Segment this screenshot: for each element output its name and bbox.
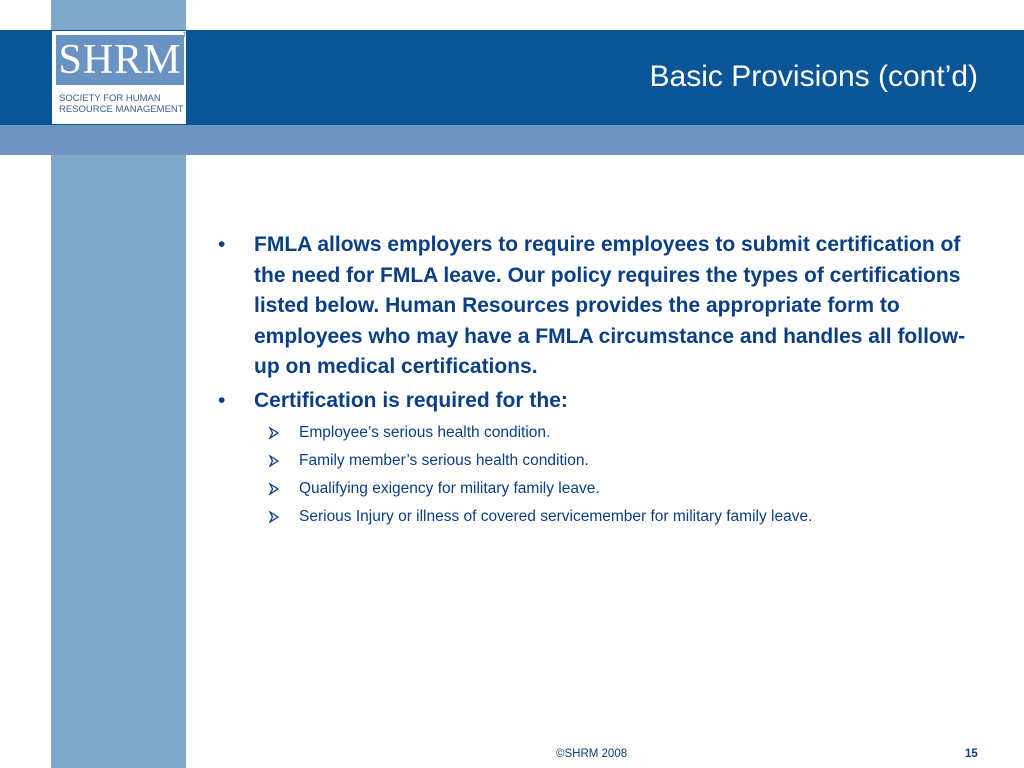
page-number: 15 xyxy=(965,748,978,760)
sub-bullet-item xyxy=(218,419,978,447)
shrm-logo xyxy=(52,31,192,124)
bullet-item xyxy=(218,386,978,417)
slide-title: Basic Provisions (cont’d) xyxy=(649,60,978,93)
logo-trademark: TM xyxy=(183,33,192,39)
footer-copyright: ©SHRM 2008 xyxy=(556,748,628,760)
arrow-bullet-icon xyxy=(268,511,280,523)
logo-letters: SHRM xyxy=(58,37,182,83)
arrow-bullet-icon xyxy=(268,427,280,439)
logo-mark xyxy=(56,35,184,85)
sub-bullet-text: Family member’s serious health condition. xyxy=(299,452,589,469)
sub-bullet-text: Employee’s serious health condition. xyxy=(299,424,551,441)
bullet-item xyxy=(218,230,978,383)
bullet-text: FMLA allows employers to require employees to submit certification of the need for FMLA leave. Our policy requires the types of certifications listed below. Human Resources provides the appropriate form to employees who may have a FMLA circumstance and handles all follow-up on medical certifications. xyxy=(254,233,966,378)
logo-tagline: SOCIETY FOR HUMAN RESOURCE MANAGEMENT xyxy=(59,93,184,115)
arrow-bullet-icon xyxy=(268,483,280,495)
sub-bullet-item xyxy=(218,475,978,503)
sub-bullet-text: Serious Injury or illness of covered servicemember for military family leave. xyxy=(299,508,813,525)
sub-bullet-list xyxy=(218,419,978,531)
slide-content xyxy=(218,230,978,531)
bullet-dot-icon: • xyxy=(218,388,226,412)
arrow-bullet-icon xyxy=(268,455,280,467)
header-sub-band xyxy=(0,125,1024,155)
sub-bullet-text: Qualifying exigency for military family leave. xyxy=(299,480,600,497)
sub-bullet-item xyxy=(218,447,978,475)
sub-bullet-item xyxy=(218,503,978,531)
bullet-dot-icon: • xyxy=(218,233,226,256)
bullet-text: Certification is required for the: xyxy=(254,388,568,412)
